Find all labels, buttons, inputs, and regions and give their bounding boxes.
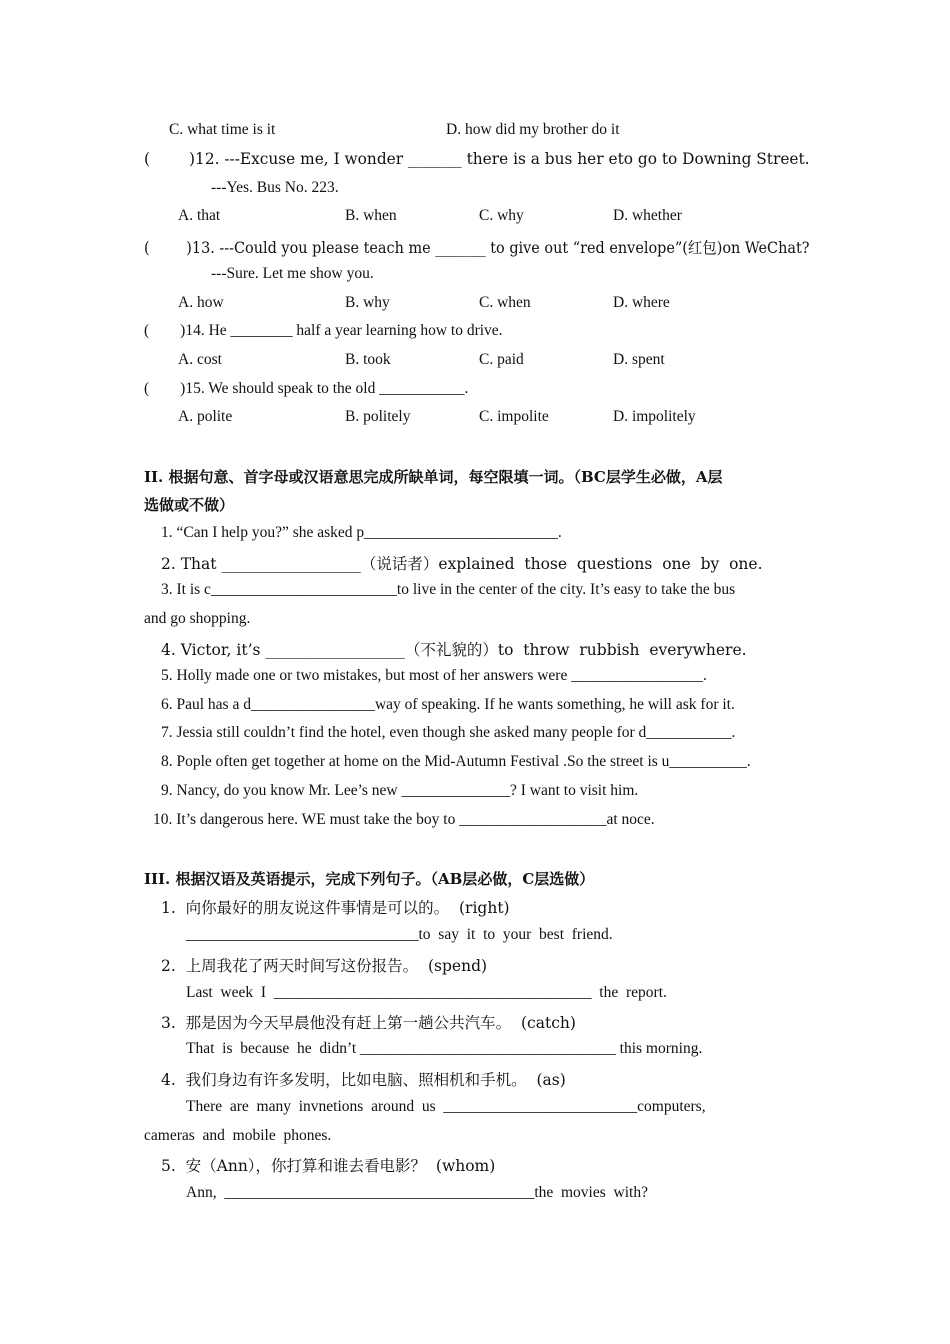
q12-option-a: A. that [178, 207, 221, 224]
s2-item-5: 5. Holly made one or two mistakes, but most of her answers were _________________. [161, 667, 707, 684]
s3-item-4-en: There are many invnetions around us _________________________computers, [186, 1098, 706, 1115]
q11-option-d: D. how did my brother do it [446, 121, 620, 138]
s2-item-2: 2. That __________________（说话者）explained those questions one by one. [161, 555, 763, 573]
q15-option-c: C. impolite [479, 408, 549, 425]
q13-reply: ---Sure. Let me show you. [211, 265, 374, 282]
section-2-heading-cont: 选做或不做） [144, 496, 235, 514]
q14-stem: ( )14. He ________ half a year learning how to drive. [144, 322, 503, 339]
q14-option-a: A. cost [178, 351, 222, 368]
s3-item-1-cn: 1. 向你最好的朋友说这件事情是可以的。 (right) [161, 899, 510, 917]
q12-option-c: C. why [479, 207, 524, 224]
s3-item-2-en: Last week I _________________________________________ the report. [186, 984, 667, 1001]
q12-reply: ---Yes. Bus No. 223. [211, 179, 339, 196]
s2-item-3: 3. It is c________________________to live in the center of the city. It’s easy to take the bus [161, 581, 736, 598]
s3-item-4-en-cont: cameras and mobile phones. [144, 1127, 332, 1144]
q14-option-d: D. spent [613, 351, 665, 368]
section-2-heading: II. 根据句意、首字母或汉语意思完成所缺单词，每空限填一词。（BC层学生必做，A层 [144, 468, 723, 486]
s2-item-6: 6. Paul has a d________________way of speaking. If he wants something, he will ask for it. [161, 696, 735, 713]
q11-option-c: C. what time is it [169, 121, 276, 138]
s3-item-5-cn: 5. 安（Ann），你打算和谁去看电影？ (whom) [161, 1157, 496, 1175]
q12-stem: ( )12. ---Excuse me, I wonder _______ there is a bus her eto go to Downing Street. [144, 150, 810, 168]
q14-option-b: B. took [345, 351, 391, 368]
q12-option-b: B. when [345, 207, 397, 224]
s3-item-3-cn: 3. 那是因为今天早晨他没有赶上第一趟公共汽车。 (catch) [161, 1014, 576, 1032]
s2-item-8: 8. Pople often get together at home on the Mid-Autumn Festival .So the street is u__________. [161, 753, 751, 770]
s2-item-3-cont: and go shopping. [144, 610, 251, 627]
q13-option-b: B. why [345, 294, 390, 311]
q14-option-c: C. paid [479, 351, 524, 368]
s3-item-1-en: ______________________________to say it to your best friend. [186, 926, 613, 943]
q15-option-b: B. politely [345, 408, 411, 425]
q15-option-d: D. impolitely [613, 408, 696, 425]
q13-option-a: A. how [178, 294, 224, 311]
s3-item-4-cn: 4. 我们身边有许多发明，比如电脑、照相机和手机。 (as) [161, 1071, 566, 1089]
section-3-heading: III. 根据汉语及英语提示，完成下列句子。（AB层必做，C层选做） [144, 870, 595, 888]
s2-item-10: 10. It’s dangerous here. WE must take the boy to ___________________at noce. [153, 811, 655, 828]
q13-option-d: D. where [613, 294, 670, 311]
s3-item-5-en: Ann, ________________________________________the movies with? [186, 1184, 648, 1201]
q13-option-c: C. when [479, 294, 531, 311]
s3-item-2-cn: 2. 上周我花了两天时间写这份报告。 (spend) [161, 957, 488, 975]
q13-stem: ( )13. ---Could you please teach me _______ to give out “red envelope”(红包)on WeChat? [144, 239, 810, 257]
q12-option-d: D. whether [613, 207, 682, 224]
s2-item-9: 9. Nancy, do you know Mr. Lee’s new ______________? I want to visit him. [161, 782, 639, 799]
s3-item-3-en: That is because he didn’t _________________________________ this morning. [186, 1040, 703, 1057]
q15-stem: ( )15. We should speak to the old ___________. [144, 380, 469, 397]
s2-item-1: 1. “Can I help you?” she asked p_________________________. [161, 524, 562, 541]
s2-item-7: 7. Jessia still couldn’t find the hotel, even though she asked many people for d___________. [161, 724, 736, 741]
s2-item-4: 4. Victor, it’s __________________（不礼貌的）to throw rubbish everywhere. [161, 641, 747, 659]
q15-option-a: A. polite [178, 408, 233, 425]
